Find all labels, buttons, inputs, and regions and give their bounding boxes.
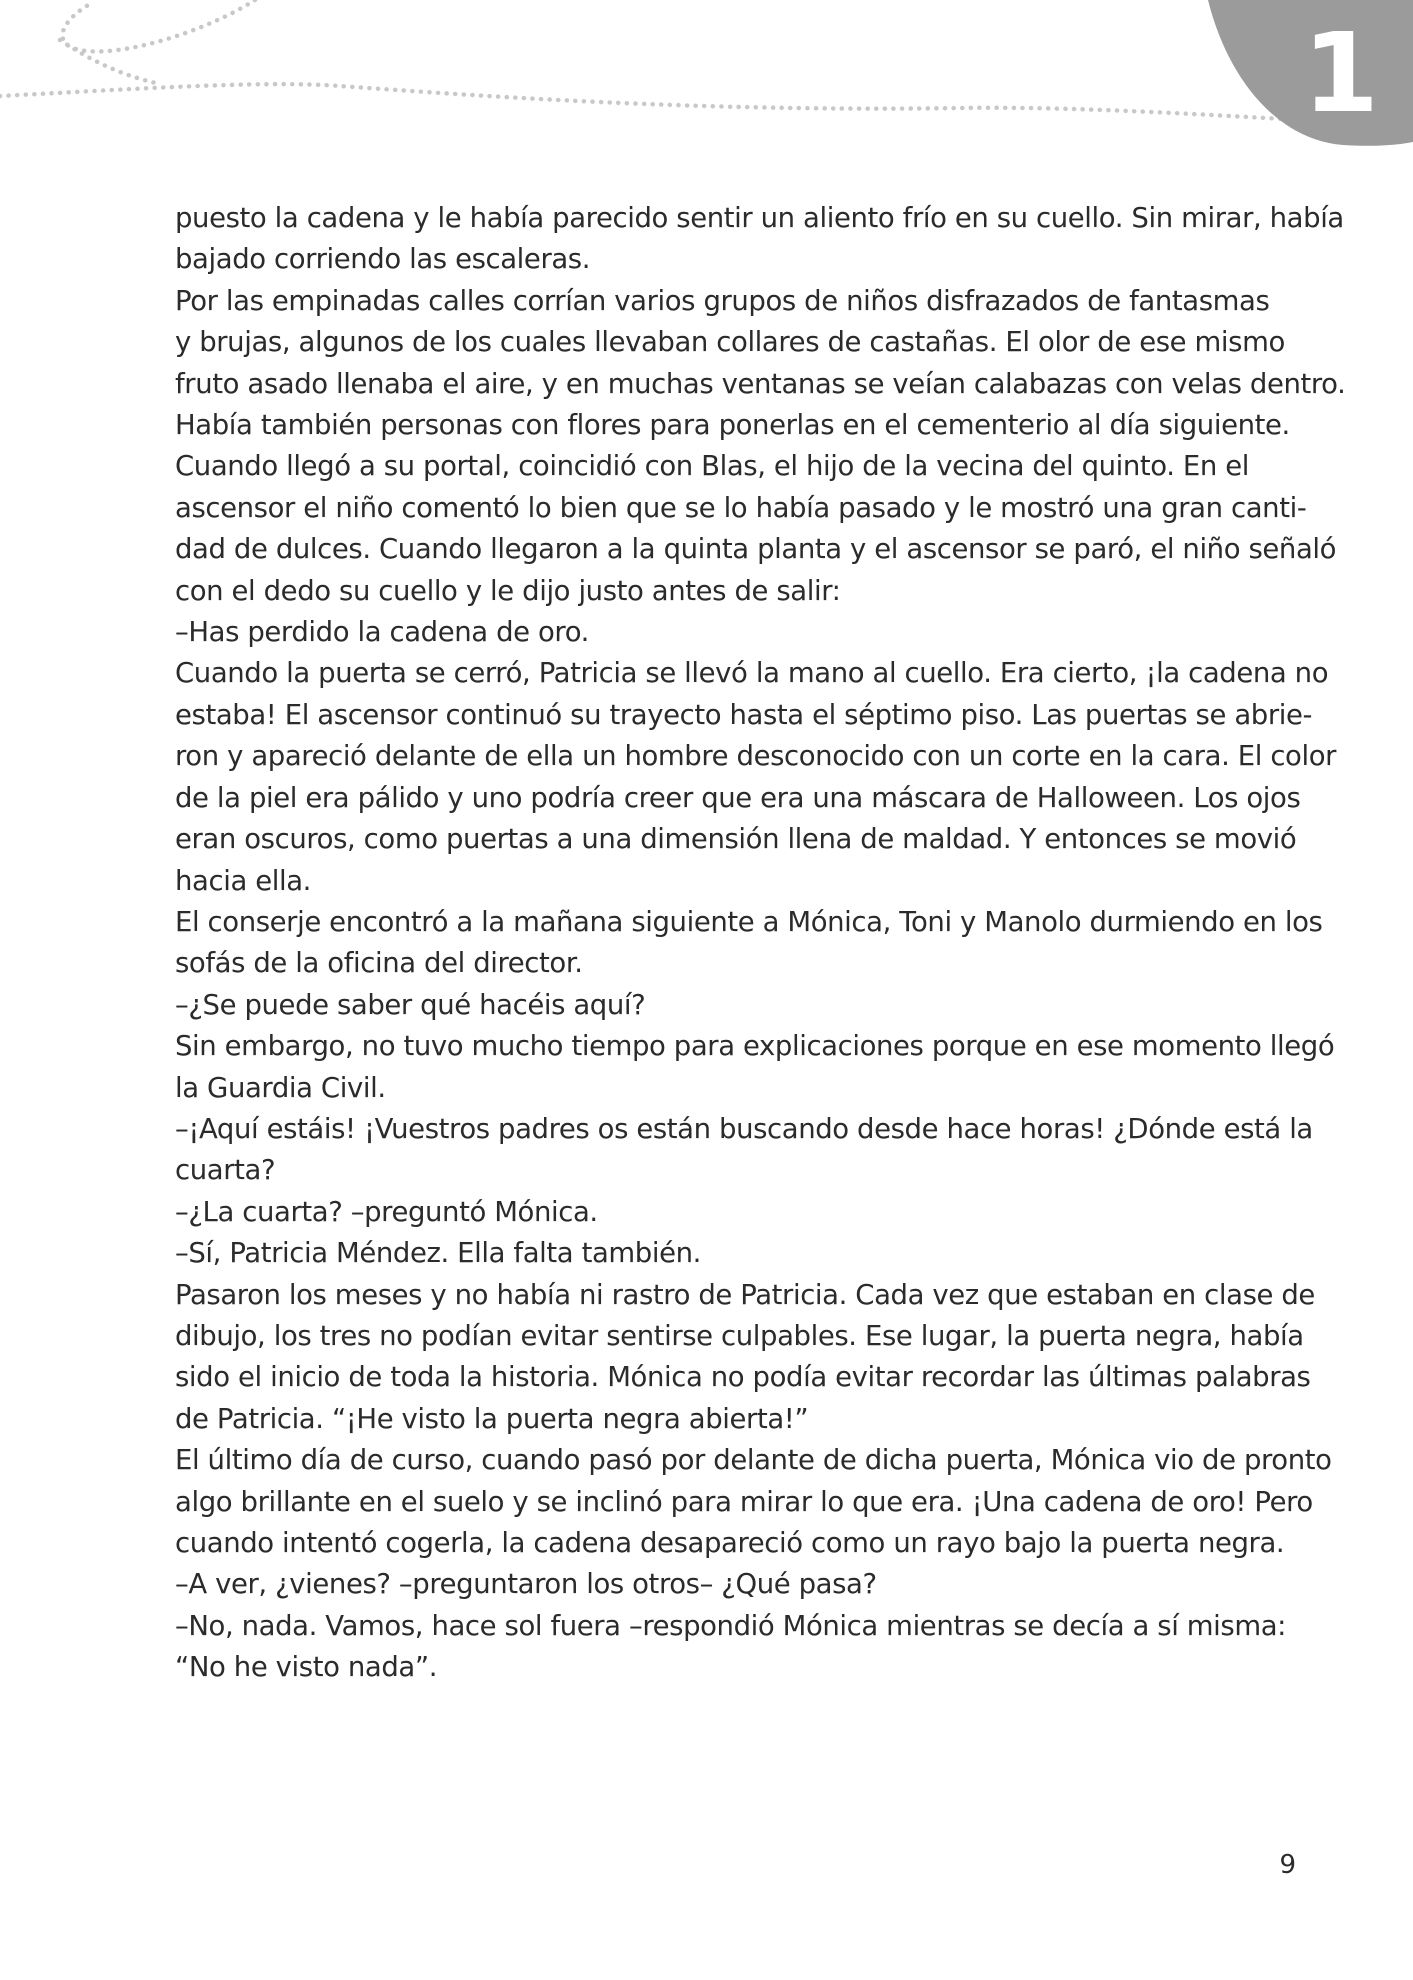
text-line: Sin embargo, no tuvo mucho tiempo para explicaciones porque en ese momento llegó: [175, 1030, 1335, 1063]
text-line: ron y apareció delante de ella un hombre desconocido con un corte en la cara. El color: [175, 740, 1337, 773]
text-line: Por las empinadas calles corrían varios grupos de niños disfrazados de fantasmas: [175, 284, 1270, 317]
text-line: –Has perdido la cadena de oro.: [175, 616, 589, 649]
text-line: dad de dulces. Cuando llegaron a la quinta planta y el ascensor se paró, el niño señaló: [175, 533, 1337, 566]
text-line: –No, nada. Vamos, hace sol fuera –respondió Mónica mientras se decía a sí misma:: [175, 1609, 1287, 1642]
text-line: El último día de curso, cuando pasó por delante de dicha puerta, Mónica vio de pronto: [175, 1444, 1332, 1477]
text-line: y brujas, algunos de los cuales llevaban collares de castañas. El olor de ese mismo: [175, 326, 1285, 359]
text-line: Pasaron los meses y no había ni rastro de Patricia. Cada vez que estaban en clase de: [175, 1278, 1315, 1311]
text-line: hacia ella.: [175, 864, 312, 897]
text-line: Cuando llegó a su portal, coincidió con Blas, el hijo de la vecina del quinto. En el: [175, 450, 1250, 483]
text-line: –A ver, ¿vienes? –preguntaron los otros– ¿Qué pasa?: [175, 1568, 877, 1601]
text-line: cuarta?: [175, 1154, 276, 1187]
text-line: de Patricia. “¡He visto la puerta negra abierta!”: [175, 1402, 809, 1435]
text-line: Había también personas con flores para ponerlas en el cementerio al día siguiente.: [175, 409, 1290, 442]
text-line: –¡Aquí estáis! ¡Vuestros padres os están buscando desde hace horas! ¿Dónde está la: [175, 1112, 1313, 1145]
text-line: estaba! El ascensor continuó su trayecto hasta el séptimo piso. Las puertas se abrie-: [175, 698, 1313, 731]
text-line: cuando intentó cogerla, la cadena desapareció como un rayo bajo la puerta negra.: [175, 1527, 1285, 1559]
text-line: sido el inicio de toda la historia. Mónica no podía evitar recordar las últimas palabras: [175, 1361, 1311, 1394]
text-line: –¿La cuarta? –preguntó Mónica.: [175, 1195, 598, 1228]
text-line: –Sí, Patricia Méndez. Ella falta también.: [175, 1237, 701, 1270]
text-line: El conserje encontró a la mañana siguiente a Mónica, Toni y Manolo durmiendo en los: [175, 905, 1323, 938]
page-number: 9: [1279, 1850, 1296, 1880]
text-line: dibujo, los tres no podían evitar sentirse culpables. Ese lugar, la puerta negra, había: [175, 1319, 1304, 1352]
text-line: la Guardia Civil.: [175, 1071, 386, 1104]
text-line: de la piel era pálido y uno podría creer que era una máscara de Halloween. Los ojos: [175, 781, 1301, 814]
text-line: Cuando la puerta se cerró, Patricia se llevó la mano al cuello. Era cierto, ¡la cadena no: [175, 657, 1329, 690]
text-line: algo brillante en el suelo y se inclinó para mirar lo que era. ¡Una cadena de oro! Pero: [175, 1485, 1313, 1518]
text-line: con el dedo su cuello y le dijo justo antes de salir:: [175, 574, 841, 607]
text-line: puesto la cadena y le había parecido sentir un aliento frío en su cuello. Sin mirar, había: [175, 202, 1344, 234]
text-line: eran oscuros, como puertas a una dimensión llena de maldad. Y entonces se movió: [175, 823, 1297, 856]
text-line: –¿Se puede saber qué hacéis aquí?: [175, 988, 646, 1021]
text-line: sofás de la oficina del director.: [175, 947, 583, 980]
chapter-number: 1: [1302, 9, 1379, 137]
text-line: bajado corriendo las escaleras.: [175, 243, 591, 276]
text-line: fruto asado llenaba el aire, y en muchas ventanas se veían calabazas con velas dentro.: [175, 367, 1346, 400]
text-line: ascensor el niño comentó lo bien que se lo había pasado y le mostró una gran canti-: [175, 491, 1307, 524]
text-line: “No he visto nada”.: [175, 1651, 438, 1684]
body-text: [175, 198, 1346, 1689]
